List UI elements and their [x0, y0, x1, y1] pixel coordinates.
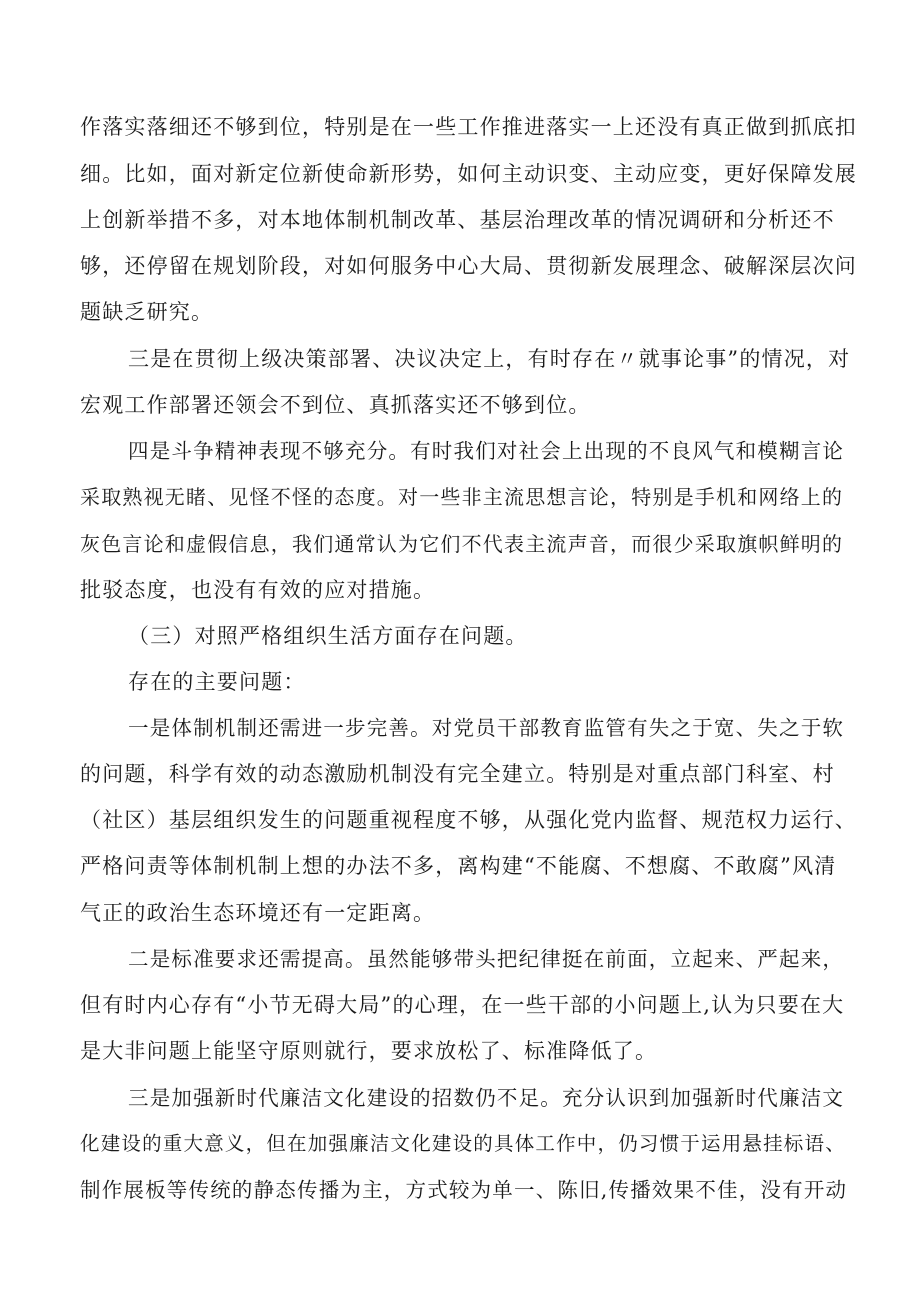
section-heading: （三）对照严格组织生活方面存在问题。	[128, 624, 528, 648]
text-line: 二是标准要求还需提高。虽然能够带头把纪律挺在前面，立起来、严起来，	[128, 947, 845, 971]
text-line: 上创新举措不多，对本地体制机制改革、基层治理改革的情况调研和分析还不	[80, 208, 835, 232]
text-line: 但有时内心存有“小节无碍大局”的心理，在一些干部的小问题上,认为只要在大	[80, 993, 845, 1017]
text-line: 存在的主要问题：	[128, 670, 306, 694]
text-line: 采取熟视无睹、见怪不怪的态度。对一些非主流思想言论，特别是手机和网络上的	[80, 485, 844, 509]
text-line: 化建设的重大意义，但在加强廉洁文化建设的具体工作中，仍习惯于运用悬挂标语、	[80, 1132, 846, 1155]
text-line: 的问题，科学有效的动态激励机制没有完全建立。特别是对重点部门科室、村	[80, 762, 835, 786]
text-line: 一是体制机制还需进一步完善。对党员干部教育监管有失之于宽、失之于软	[128, 716, 845, 740]
text-line: 批驳态度，也没有有效的应对措施。	[80, 578, 436, 602]
text-line: 四是斗争精神表现不够充分。有时我们对社会上出现的不良风气和模糊言论	[128, 439, 845, 463]
text-line: 细。比如，面对新定位新使命新形势，如何主动识变、主动应变，更好保障发展	[80, 162, 857, 186]
text-line: 制作展板等传统的静态传播为主，方式较为单一、陈旧,传播效果不佳，没有开动	[80, 1178, 848, 1202]
text-line: 严格问责等体制机制上想的办法不多，离构建“不能腐、不想腐、不敢腐”风清	[80, 854, 837, 878]
text-line: 作落实落细还不够到位，特别是在一些工作推进落实一上还没有真正做到抓底扣	[80, 115, 857, 139]
text-line: 三是在贯彻上级决策部署、决议决定上，有时存在〃就事论事”的情况，对	[128, 347, 851, 371]
text-line: 题缺乏研究。	[80, 300, 214, 324]
text-line: 宏观工作部署还领会不到位、真抓落实还不够到位。	[80, 393, 591, 417]
text-line: 气正的政治生态环境还有一定距离。	[80, 901, 436, 925]
text-line: 灰色言论和虚假信息，我们通常认为它们不代表主流声音，而很少采取旗帜鲜明的	[80, 532, 844, 556]
text-line: 三是加强新时代廉洁文化建设的招数仍不足。充分认识到加强新时代廉洁文	[128, 1086, 845, 1110]
text-line: （社区）基层组织发生的问题重视程度不够，从强化党内监督、规范权力运行、	[80, 808, 857, 832]
text-line: 是大非问题上能坚守原则就行，要求放松了、标准降低了。	[80, 1039, 658, 1063]
text-line: 够，还停留在规划阶段，对如何服务中心大局、贯彻新发展理念、破解深层次问	[80, 254, 857, 278]
